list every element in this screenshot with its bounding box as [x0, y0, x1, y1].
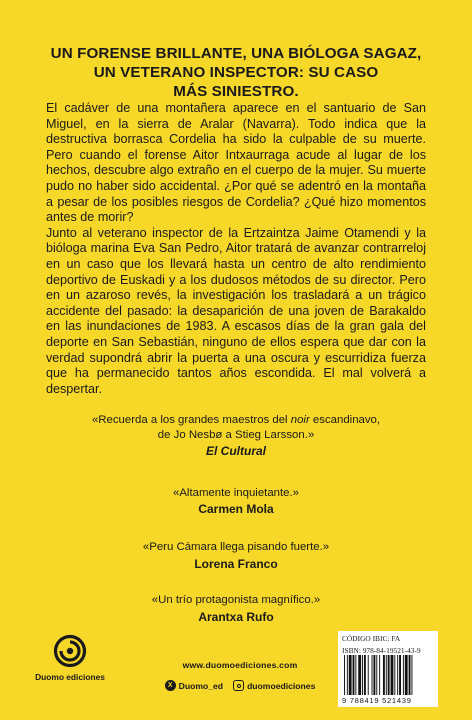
barcode-bar	[372, 655, 373, 695]
social-instagram[interactable]	[233, 680, 315, 691]
headline	[40, 44, 432, 101]
review-quote	[36, 486, 436, 517]
quote-source: El Cultural	[205, 444, 266, 459]
barcode-bar	[355, 655, 356, 695]
social-ig-handle: duomoediciones	[247, 680, 316, 691]
barcode-bar	[368, 655, 369, 695]
synopsis	[46, 101, 426, 397]
synopsis-paragraph: El cadáver de una montañera aparece en el santuario de San Miguel, en la sierra de Aralar (Navarra). Todo indica que la destructiva borrasca Cordelia ha sido la culpable de su muerte. Pero cuando el forense Aitor Intxaurraga acude al lugar de los hechos, descubre algo extraño en el cuerpo de la mujer. Su muerte pudo no haber sido accidental. ¿Por qué se adentró en la montaña a pesar de los posibles riesgos de Cordelia? ¿Qué hizo momentos antes de morir?	[46, 101, 426, 225]
barcode-bar	[349, 655, 352, 695]
quote-emphasis: noir	[290, 414, 310, 426]
barcode	[344, 655, 432, 695]
publisher-website[interactable]: www.duomoediciones.com	[182, 660, 298, 670]
publisher-logo	[30, 634, 110, 682]
social-x[interactable]	[165, 680, 223, 691]
barcode-bar	[405, 655, 408, 695]
social-links	[150, 680, 330, 691]
quote-text-part: «Recuerda a los grandes maestros del	[91, 414, 291, 426]
quote-source: Lorena Franco	[194, 556, 278, 571]
duomo-logo-icon	[53, 634, 87, 668]
publisher-name: Duomo ediciones	[35, 672, 105, 682]
quote-source: Arantxa Rufo	[198, 609, 274, 624]
barcode-bar	[383, 655, 385, 695]
headline-line: UN FORENSE BRILLANTE, UNA BIÓLOGA SAGAZ,	[50, 45, 422, 62]
quote-text: «Un trío protagonista magnífico.»	[151, 594, 321, 607]
barcode-bar	[386, 655, 387, 695]
barcode-bar	[397, 655, 398, 695]
social-x-handle: Duomo_ed	[178, 680, 224, 691]
headline-line: UN VETERANO INSPECTOR: SU CASO	[93, 64, 379, 81]
review-quote	[36, 593, 436, 624]
isbn-block	[338, 631, 438, 707]
barcode-bar	[409, 655, 411, 695]
synopsis-paragraph: Junto al veterano inspector de la Ertzaintza Jaime Otamendi y la bióloga marina Eva San Pedro, Aitor tratará de avanzar contrarreloj en un caso que los llevará hasta un centro de alto rendimiento deportivo de Euskadi y a los dudosos métodos de su director. Pero en un azaroso revés, la investigación los trasladará a un trágico accidente del pasado: la desaparición de una joven de Barakaldo en las inundaciones de 1983. A escasos días de la gran gala del deporte en San Sebastián, ninguno de ellos espera que dar con la verdad supondrá abrir la puerta a una oscura y escurridiza fuerza que ha permanecido tantos años escondida. El mal volverá a despertar.	[46, 225, 426, 396]
barcode-bar	[399, 655, 401, 695]
quote-text	[36, 413, 436, 428]
isbn-number: ISBN: 978-84-19521-43-9	[342, 646, 421, 655]
headline-line: MÁS SINIESTRO.	[173, 83, 299, 100]
barcode-bar	[376, 655, 377, 695]
barcode-bar	[364, 655, 366, 695]
barcode-bar	[358, 655, 361, 695]
barcode-bar	[388, 655, 390, 695]
review-quotes	[36, 413, 436, 646]
quote-text-line: de Jo Nesbø a Stieg Larsson.»	[157, 428, 315, 441]
barcode-bar	[403, 655, 404, 695]
ibic-code: CÓDIGO IBIC: FA	[342, 634, 401, 643]
barcode-bar	[411, 655, 412, 695]
barcode-bar	[379, 655, 380, 695]
quote-text: «Peru Cámara llega pisando fuerte.»	[142, 540, 330, 553]
barcode-bar	[344, 655, 345, 695]
x-icon: X	[165, 680, 176, 691]
barcode-bar	[353, 655, 355, 695]
barcode-bar	[373, 655, 375, 695]
barcode-bar	[394, 655, 395, 695]
barcode-bar	[362, 655, 363, 695]
quote-text-part: escandinavo,	[309, 414, 381, 426]
instagram-icon	[233, 680, 244, 691]
barcode-bar	[347, 655, 348, 695]
publisher-contact	[150, 660, 330, 691]
review-quote	[36, 413, 436, 459]
review-quote	[36, 540, 436, 571]
barcode-digits: 9 788419 521439	[342, 696, 412, 705]
barcode-bar	[391, 655, 394, 695]
quote-text: «Altamente inquietante.»	[172, 486, 300, 499]
quote-source: Carmen Mola	[198, 502, 274, 517]
